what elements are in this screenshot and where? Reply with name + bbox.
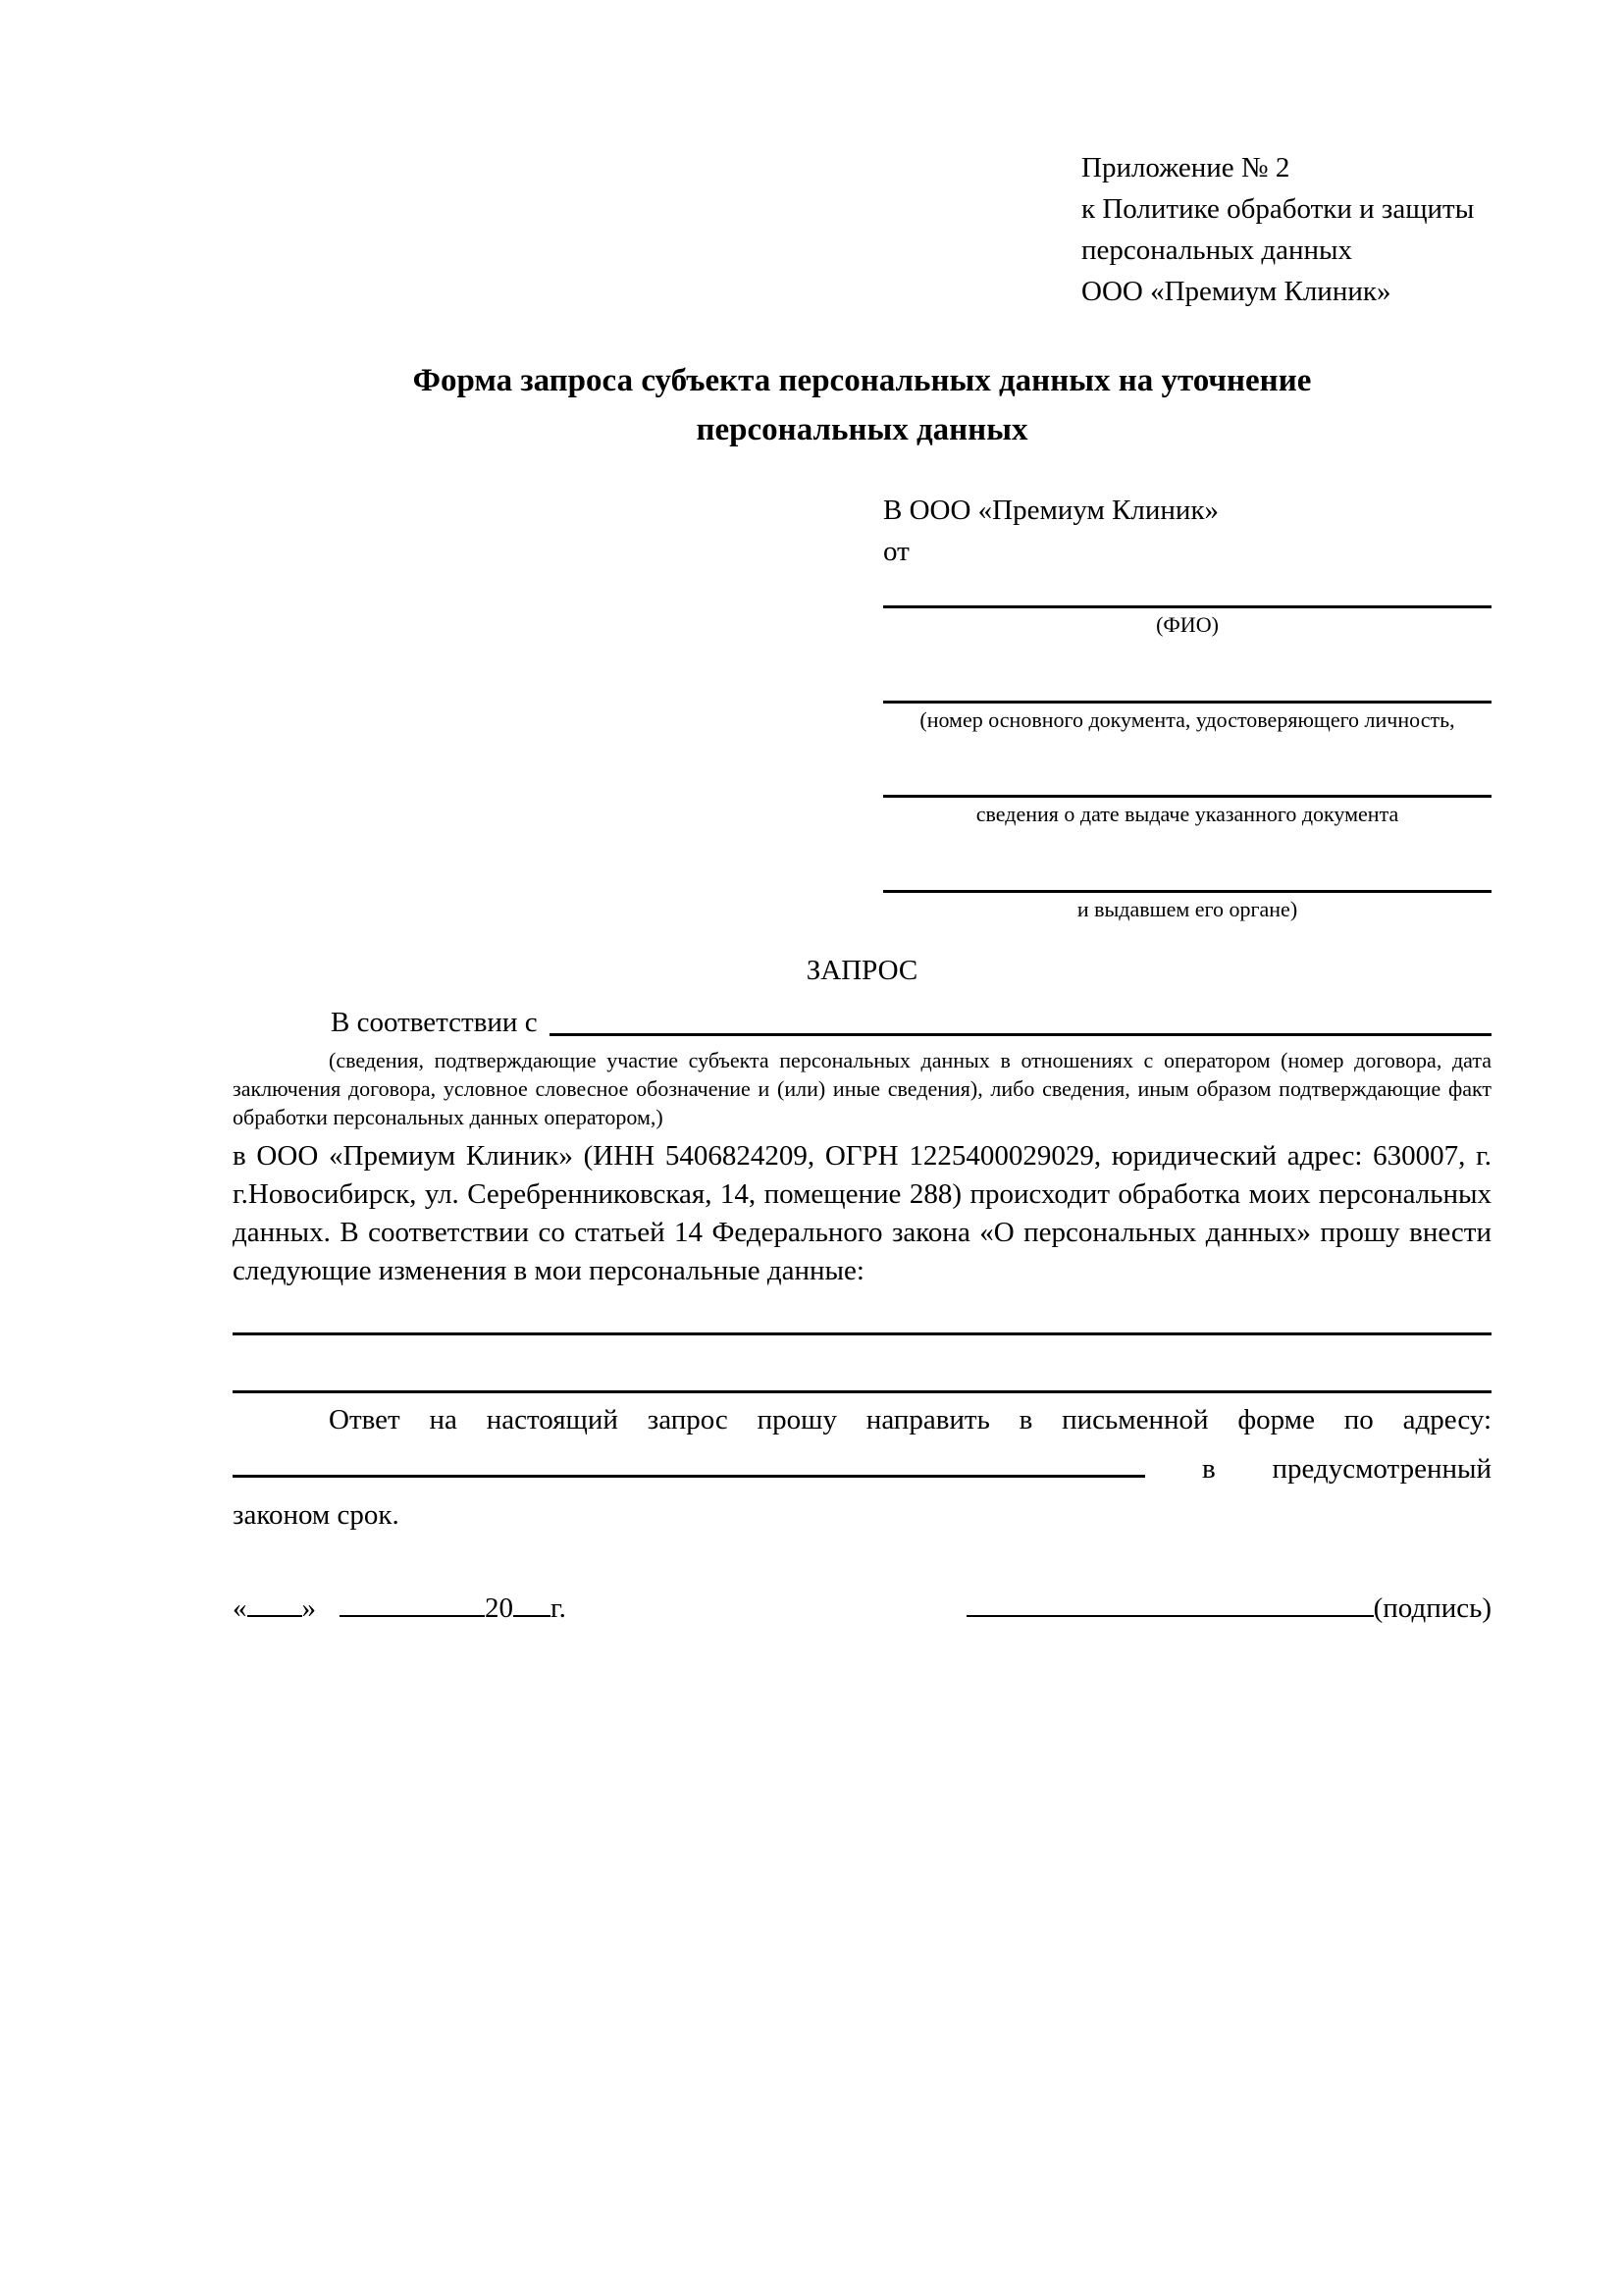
date-month-blank xyxy=(340,1590,485,1617)
addressee-from-label: от xyxy=(883,536,910,568)
signature-blank-line xyxy=(967,1588,1374,1617)
document-number-blank-line xyxy=(883,667,1492,704)
address-blank-line xyxy=(233,1445,1145,1478)
appendix-line: к Политике обработки и защиты xyxy=(1081,193,1475,226)
document-title: Форма запроса субъекта персональных данных на уточнение персональных данных xyxy=(412,363,1312,447)
issuing-authority-caption: и выдавшем его органе) xyxy=(1076,897,1298,922)
issuing-authority-blank-line xyxy=(883,857,1492,893)
addressee-to: В ООО «Премиум Клиник» xyxy=(883,495,1220,527)
signature-part xyxy=(967,1588,1492,1628)
appendix-block xyxy=(1081,147,1492,312)
document-number-caption: (номер основного документа, удостоверяющего личность, xyxy=(919,706,1455,732)
appendix-line: ООО «Премиум Клиник» xyxy=(1081,276,1391,308)
signature-caption: (подпись) xyxy=(1373,1592,1492,1625)
reply-end: законом срок. xyxy=(233,1498,399,1531)
paragraph-indent xyxy=(233,1004,331,1042)
reply-word-v: в xyxy=(1201,1452,1216,1485)
date-part xyxy=(233,1590,566,1628)
basis-blank-line xyxy=(550,1004,1492,1036)
date-year-blank xyxy=(513,1590,550,1617)
footnote-text: (сведения, подтверждающие участие субъекта персональных данных в отношениях с оператором (номер договора, дата заключения договора, условное словесное обозначение и (или) иные сведения), либо сведения, иным образом подтверждающие факт обработки персональных данных оператором,) xyxy=(233,1047,1492,1129)
issue-date-caption: сведения о дате выдаче указанного документа xyxy=(975,802,1399,827)
date-open-quote: « xyxy=(233,1592,247,1625)
changes-blank-line-1 xyxy=(233,1291,1492,1335)
changes-blank-line-2 xyxy=(233,1335,1492,1393)
date-year-suffix: г. xyxy=(550,1592,566,1625)
date-year: 20 xyxy=(485,1592,513,1625)
issue-date-blank-line xyxy=(883,761,1492,798)
fio-caption: (ФИО) xyxy=(1156,612,1219,638)
appendix-line: Приложение № 2 xyxy=(1081,152,1290,183)
appendix-line: персональных данных xyxy=(1081,235,1353,267)
date-signature-row xyxy=(233,1588,1492,1628)
opening-row xyxy=(233,1004,1492,1042)
request-heading: ЗАПРОС xyxy=(806,954,918,986)
date-close-quote: » xyxy=(301,1592,316,1625)
addressee-block xyxy=(883,490,1492,923)
reply-word-predusmotrennyi: предусмотренный xyxy=(1272,1452,1492,1485)
opening-label: В соответствии с xyxy=(331,1006,538,1038)
date-day-blank xyxy=(247,1590,302,1617)
body-paragraph: в ООО «Премиум Клиник» (ИНН 5406824209, ОГРН 1225400029029, юридический адрес: 630007, г. г.Новосибирск, ул. Серебренниковская, 14, помещение 288) происходит обработка моих персональных данных. В соответствии со статьей 14 Федерального закона «О персональных данных» прошу внести следующие изменения в мои персональные данные: xyxy=(233,1140,1492,1287)
reply-paragraph: Ответ на настоящий запрос прошу направить в письменной форме по адресу: xyxy=(329,1403,1492,1435)
reply-address-row xyxy=(233,1445,1492,1488)
fio-blank-line xyxy=(883,572,1492,608)
